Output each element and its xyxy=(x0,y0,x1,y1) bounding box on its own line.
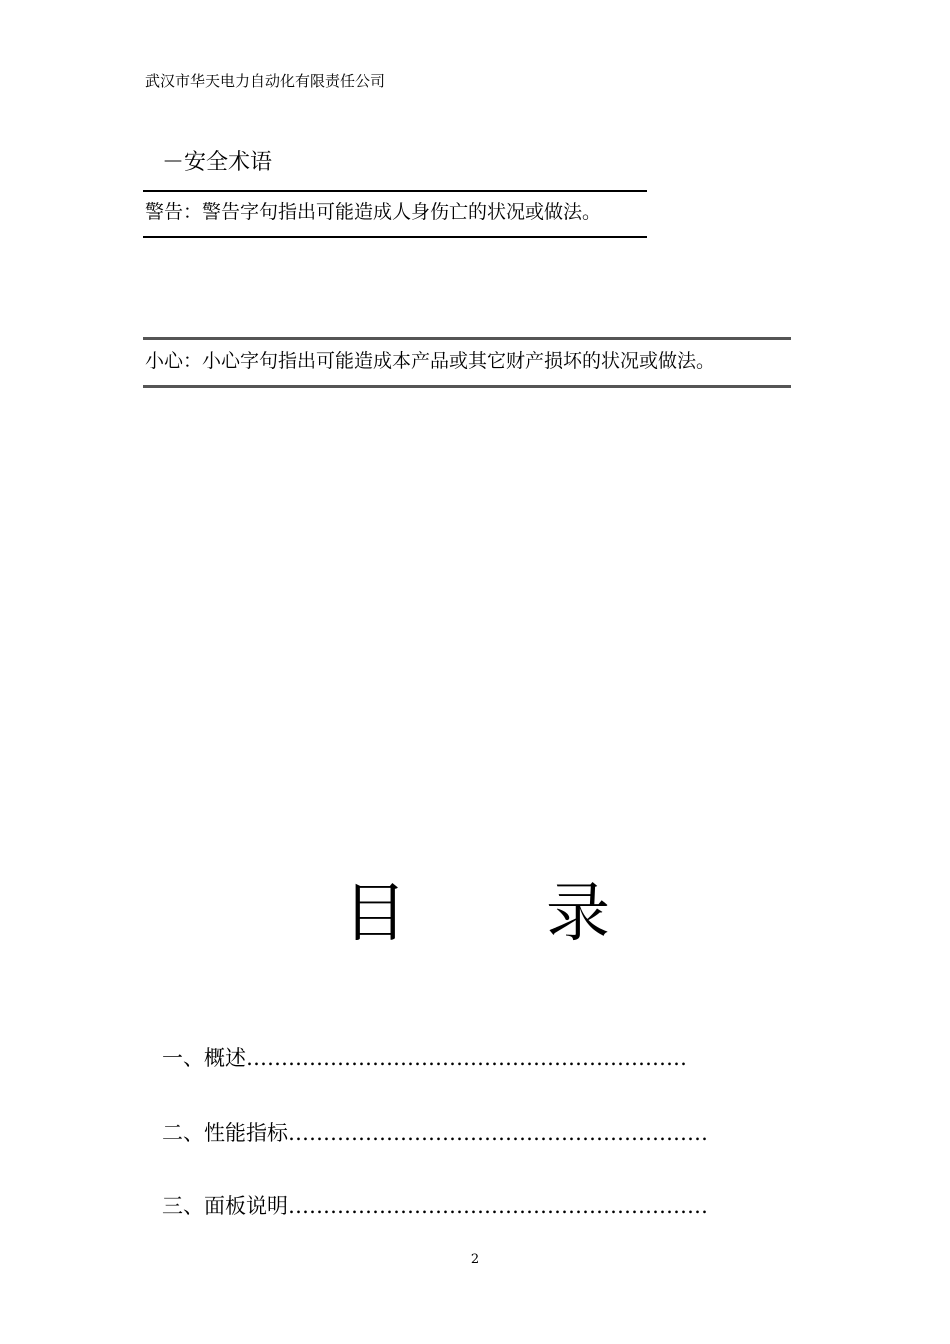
caution-top-rule xyxy=(143,337,791,340)
toc-item-label: 一、概述 xyxy=(162,1046,246,1070)
toc-title-right: 录 xyxy=(546,877,610,951)
toc-leader-dots: ……………………………………………………… xyxy=(246,1046,687,1070)
safety-terms-title: －安全术语 xyxy=(162,150,273,175)
toc-leader-dots: …………………………………………………… xyxy=(288,1194,708,1218)
caution-text: 小心：小心字句指出可能造成本产品或其它财产损坏的状况或做法。 xyxy=(145,350,716,372)
toc-item-performance[interactable] xyxy=(162,1117,776,1147)
caution-bottom-rule xyxy=(143,385,791,388)
page-header-company: 武汉市华天电力自动化有限责任公司 xyxy=(145,72,386,90)
toc-title-left: 目 xyxy=(343,877,407,951)
toc-item-overview[interactable] xyxy=(162,1042,776,1072)
warning-text: 警告：警告字句指出可能造成人身伤亡的状况或做法。 xyxy=(145,201,602,223)
toc-leader-dots: …………………………………………………… xyxy=(288,1121,708,1145)
toc-item-label: 二、性能指标 xyxy=(162,1121,288,1145)
page-number: 2 xyxy=(470,1252,480,1267)
warning-bottom-rule xyxy=(143,236,647,238)
warning-top-rule xyxy=(143,190,647,192)
toc-item-label: 三、面板说明 xyxy=(162,1194,288,1218)
toc-item-panel[interactable] xyxy=(162,1190,776,1220)
